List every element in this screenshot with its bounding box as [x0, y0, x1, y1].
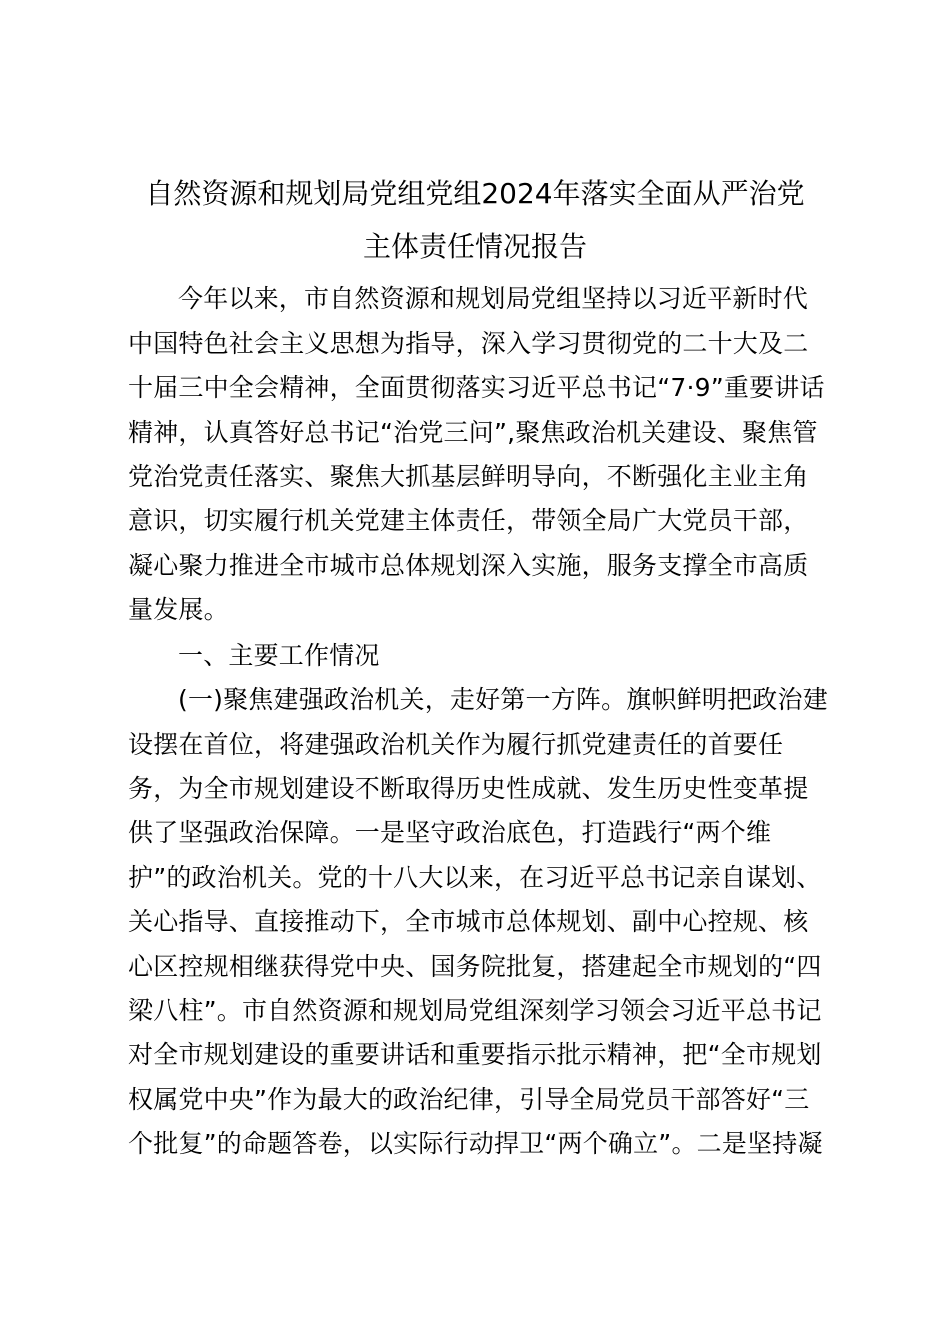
paragraph-line: 个批复”的命题答卷，以实际行动捍卫“两个确立”。二是坚持凝	[128, 1129, 823, 1158]
paragraph-line: 意识，切实履行机关党建主体责任，带领全局广大党员干部，	[128, 506, 809, 535]
paragraph-line: 关心指导、直接推动下，全市城市总体规划、副中心控规、核	[128, 907, 809, 936]
paragraph-line: 党治党责任落实、聚焦大抓基层鲜明导向，不断强化主业主角	[128, 462, 809, 491]
paragraph-line: 十届三中全会精神，全面贯彻落实习近平总书记“7·9”重要讲话	[128, 373, 825, 402]
document-title-line-1: 自然资源和规划局党组党组2024年落实全面从严治党	[145, 177, 805, 210]
paragraph-line: 今年以来，市自然资源和规划局党组坚持以习近平新时代	[178, 284, 809, 313]
paragraph-line: 供了坚强政治保障。一是坚守政治底色，打造践行“两个维	[128, 818, 772, 847]
paragraph-line: 护”的政治机关。党的十八大以来，在习近平总书记亲自谋划、	[128, 863, 822, 892]
paragraph-line: 凝心聚力推进全市城市总体规划深入实施，服务支撑全市高质	[128, 551, 809, 580]
paragraph-line: (一)聚焦建强政治机关，走好第一方阵。旗帜鲜明把政治建	[178, 685, 828, 714]
paragraph-line: 心区控规相继获得党中央、国务院批复，搭建起全市规划的“四	[128, 952, 822, 981]
paragraph-line: 务，为全市规划建设不断取得历史性成就、发生历史性变革提	[128, 774, 809, 803]
paragraph-line: 量发展。	[128, 595, 229, 624]
section-heading: 一、主要工作情况	[178, 641, 380, 670]
paragraph-line: 梁八柱”。市自然资源和规划局党组深刻学习领会习近平总书记	[128, 996, 822, 1025]
paragraph-line: 精神，认真答好总书记“治党三问”,聚焦政治机关建设、聚焦管	[128, 418, 818, 447]
paragraph-line: 对全市规划建设的重要讲话和重要指示批示精神，把“全市规划	[128, 1040, 822, 1069]
paragraph-line: 中国特色社会主义思想为指导，深入学习贯彻党的二十大及二	[128, 329, 809, 358]
document-title-line-2: 主体责任情况报告	[362, 230, 587, 263]
paragraph-line: 设摆在首位，将建强政治机关作为履行抓党建责任的首要任	[128, 730, 784, 759]
paragraph-line: 权属党中央”作为最大的政治纪律，引导全局党员干部答好“三	[128, 1085, 810, 1114]
